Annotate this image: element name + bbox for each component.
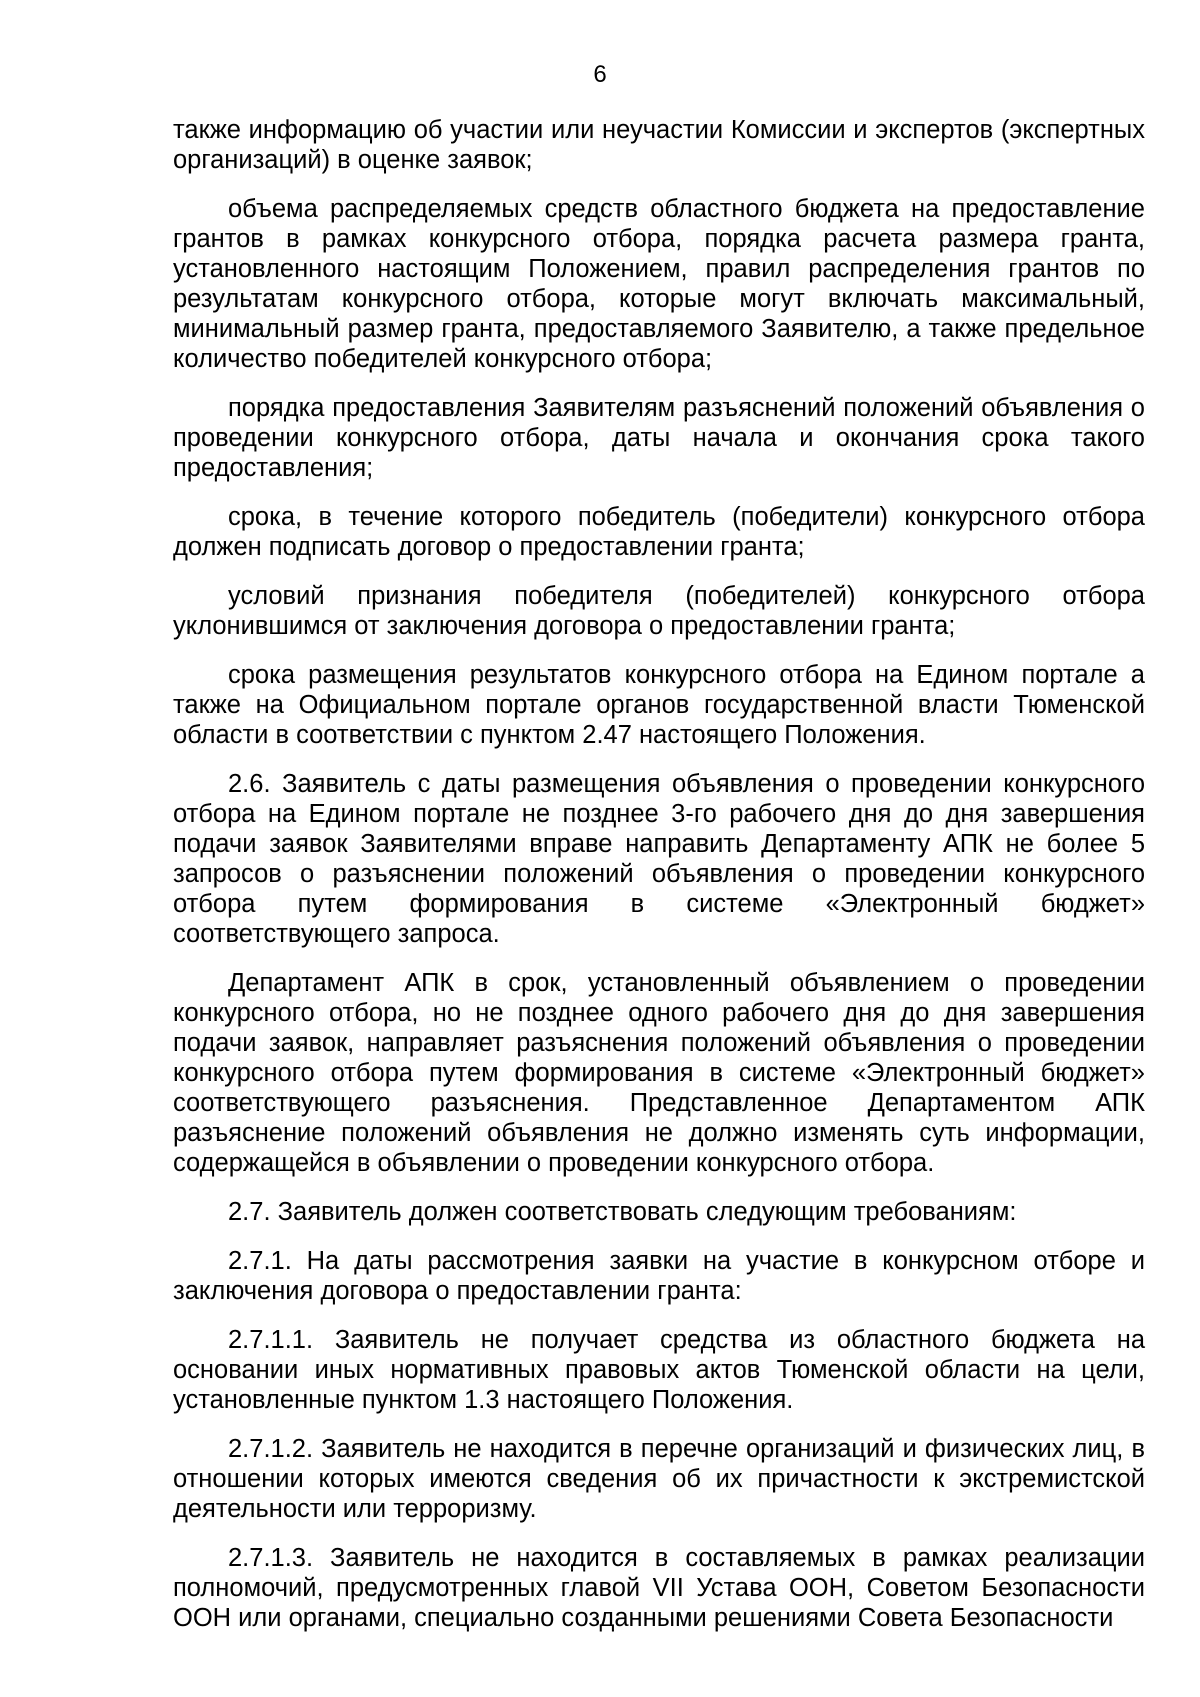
paragraph-experts-participation: также информацию об участии или неучастии Комиссии и экспертов (экспертных организаций) в оценке заявок; xyxy=(173,116,1145,174)
paragraph-clarifications-order: порядка предоставления Заявителям разъяснений положений объявления о проведении конкурсного отбора, даты начала и окончания срока такого предоставления; xyxy=(173,394,1145,482)
paragraph-contract-signing-term: срока, в течение которого победитель (победители) конкурсного отбора должен подписать договор о предоставлении гранта; xyxy=(173,503,1145,561)
paragraph-2-6: 2.6. Заявитель с даты размещения объявления о проведении конкурсного отбора на Едином портале не позднее 3-го рабочего дня до дня завершения подачи заявок Заявителями вправе направить Департаменту АПК не более 5 запросов о разъяснении положений объявления о проведении конкурсного отбора путем формирования в системе «Электронный бюджет» соответствующего запроса. xyxy=(173,770,1145,948)
paragraph-budget-volume: объема распределяемых средств областного бюджета на предоставление грантов в рамках конкурсного отбора, порядка расчета размера гранта, установленного настоящим Положением, правил распределения грантов по результатам конкурсного отбора, которые могут включать максимальный, минимальный размер гранта, предоставляемого Заявителю, а также предельное количество победителей конкурсного отбора; xyxy=(173,195,1145,373)
paragraph-2-7-1-1: 2.7.1.1. Заявитель не получает средства из областного бюджета на основании иных нормативных правовых актов Тюменской области на цели, установленные пунктом 1.3 настоящего Положения. xyxy=(173,1326,1145,1414)
paragraph-2-7-1: 2.7.1. На даты рассмотрения заявки на участие в конкурсном отборе и заключения договора о предоставлении гранта: xyxy=(173,1247,1145,1305)
paragraph-results-publication: срока размещения результатов конкурсного отбора на Едином портале а также на Официальном портале органов государственной власти Тюменской области в соответствии с пунктом 2.47 настоящего Положения. xyxy=(173,661,1145,749)
paragraph-2-7-1-2: 2.7.1.2. Заявитель не находится в перечне организаций и физических лиц, в отношении которых имеются сведения об их причастности к экстремистской деятельности или терроризму. xyxy=(173,1435,1145,1523)
document-body xyxy=(173,115,1145,1652)
paragraph-2-7-1-3: 2.7.1.3. Заявитель не находится в составляемых в рамках реализации полномочий, предусмотренных главой VII Устава ООН, Советом Безопасности ООН или органами, специально созданными решениями Совета Безопасности xyxy=(173,1544,1145,1632)
paragraph-department-clarification: Департамент АПК в срок, установленный объявлением о проведении конкурсного отбора, но не позднее одного рабочего дня до дня завершения подачи заявок, направляет разъяснения положений объявления о проведении конкурсного отбора путем формирования в системе «Электронный бюджет» соответствующего разъяснения. Представленное Департаментом АПК разъяснение положений объявления не должно изменять суть информации, содержащейся в объявлении о проведении конкурсного отбора. xyxy=(173,969,1145,1177)
paragraph-evasion-conditions: условий признания победителя (победителей) конкурсного отбора уклонившимся от заключения договора о предоставлении гранта; xyxy=(173,582,1145,640)
page-number: 6 xyxy=(593,61,607,88)
paragraph-2-7: 2.7. Заявитель должен соответствовать следующим требованиям: xyxy=(228,1198,1017,1226)
